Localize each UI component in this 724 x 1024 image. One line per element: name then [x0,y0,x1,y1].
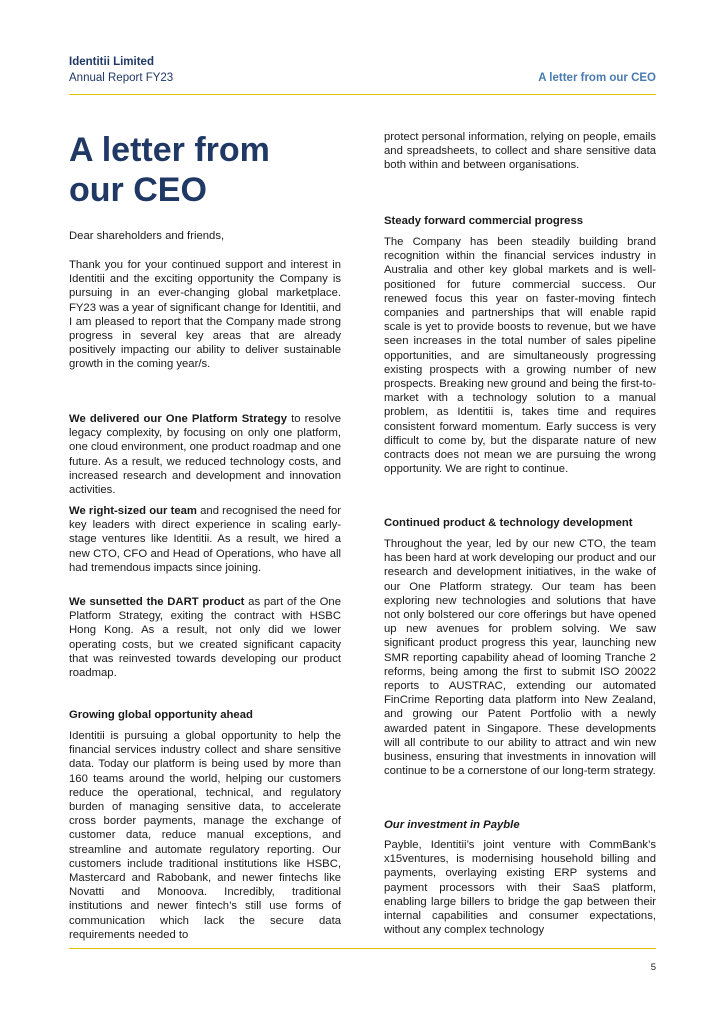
growing-heading: Growing global opportunity ahead [69,709,253,721]
intro-paragraph: Thank you for your continued support and interest in Identitii and the exciting opportunity the Company is pursuing in an ever-changing global marketplace. FY23 was a year of significant change for Identitii, and I am pleased to report that the Company made strong progress in several key areas that are already positively impacting our ability to deliver sustainable growth in the coming year/s. [69,259,341,371]
product-heading: Continued product & technology development [384,517,633,529]
footer-divider [69,948,656,949]
continued-paragraph: protect personal information, relying on people, emails and spreadsheets, to collect and share sensitive data both within and between organisations. [384,131,656,172]
header-report-name: Annual Report FY23 [69,72,174,84]
steady-heading: Steady forward commercial progress [384,215,584,227]
salutation: Dear shareholders and friends, [69,230,225,242]
team-text: and recognised the need for key leaders with direct experience in scaling early-stage ventures like Identitii. As a result, we hired a new CTO, CFO and Head of Operations, who have all had tremendous impacts since joining. [69,505,341,574]
one-platform-text: to resolve legacy complexity, by focusing on only one platform, one cloud environment, one product roadmap and one future. As a result, we reduced technology costs, and increased research and development and innovation activities. [69,413,341,497]
growing-text-block [69,729,341,942]
payble-text-block [384,838,656,937]
page-title-line-2: our CEO [69,171,207,209]
page-title [69,130,341,210]
salutation-block [69,229,341,243]
intro-block [69,258,341,372]
product-heading-block [384,516,656,530]
header-divider [69,94,656,95]
one-platform-paragraph [69,412,341,497]
steady-paragraph: The Company has been steadily building brand recognition within the financial services industry in Australia and other key global markets and is well-positioned for future commercial success. Our renewed focus this year on faster-moving fintech companies and partnerships that will enable rapid scale is yet to provide boosts to revenue, but we have seen increases in the total number of sales pipeline opportunities, and are simultaneously progressing existing prospects with a growing number of new prospects. Breaking new ground and being the first-to-market with a technology solution to a manual problem, as Identitii is, takes time and requires consistent forward momentum. Early success is very difficult to come by, but the disparate nature of new contracts does not mean we are pursuing the wrong opportunity. We are right to continue. [384,236,656,476]
growing-paragraph: Identitii is pursuing a global opportunity to help the financial services industry collect and share sensitive data. Today our platform is being used by more than 160 teams around the world, helping our customers reduce the operational, technical, and regulatory burden of managing sensitive data, to accelerate cross border payments, manage the exchange of customer data, reduce manual exceptions, and streamline and automate regulatory reporting. Our customers include traditional institutions like HSBC, Mastercard and Rabobank, and newer fintechs like Novatti and Monoova. Incredibly, traditional institutions and newer fintech’s still use forms of communication which lack the secure data requirements needed to [69,730,341,941]
product-text-block [384,537,656,778]
team-paragraph [69,504,341,575]
growing-heading-block [69,708,341,722]
header-section-title: A letter from our CEO [538,72,656,84]
steady-text-block [384,235,656,476]
steady-heading-block [384,214,656,228]
dart-lead: We sunsetted the DART product [69,596,245,608]
team-block [69,504,341,575]
header-company: Identitii Limited [69,56,154,68]
page-number: 5 [650,962,656,973]
dart-block [69,595,341,680]
page-title-line-1: A letter from [69,131,270,169]
one-platform-lead: We delivered our One Platform Strategy [69,413,287,425]
team-lead: We right-sized our team [69,505,197,517]
continued-block [384,130,656,173]
product-paragraph: Throughout the year, led by our new CTO, the team has been hard at work developing our product and our research and development initiatives, in the wake of our One Platform strategy. Our team has been exploring new technologies and solutions that have not only bolstered our core offerings but have opened up new avenues for problem solving. We saw significant product progress this year, launching new SMR reporting capability ahead of looming Tranche 2 reforms, being among the first to submit ISO 20022 reports to AUSTRAC, extending our automated FinCrime Reporting data platform into New Zealand, and growing our Patent Portfolio with a newly awarded patent in Singapore. These developments will all contribute to our ability to attract and win new business, ensuring that investments in innovation will continue to be a cornerstone of our long-term strategy. [384,538,656,778]
payble-heading: Our investment in Payble [384,819,520,831]
dart-paragraph [69,595,341,680]
dart-text: as part of the One Platform Strategy, exiting the contract with HSBC Hong Kong. As a result, not only did we lower operating costs, but we created significant capacity that was reinvested towards developing our product roadmap. [69,596,341,680]
payble-heading-block [384,818,656,832]
payble-paragraph: Payble, Identitii’s joint venture with CommBank’s x15ventures, is modernising household billing and payments, overlaying existing ERP systems and payment processors with their SaaS platform, enabling large billers to bridge the gap between their internal capabilities and consumer expectations, without any complex technology [384,839,656,937]
one-platform-block [69,412,341,497]
